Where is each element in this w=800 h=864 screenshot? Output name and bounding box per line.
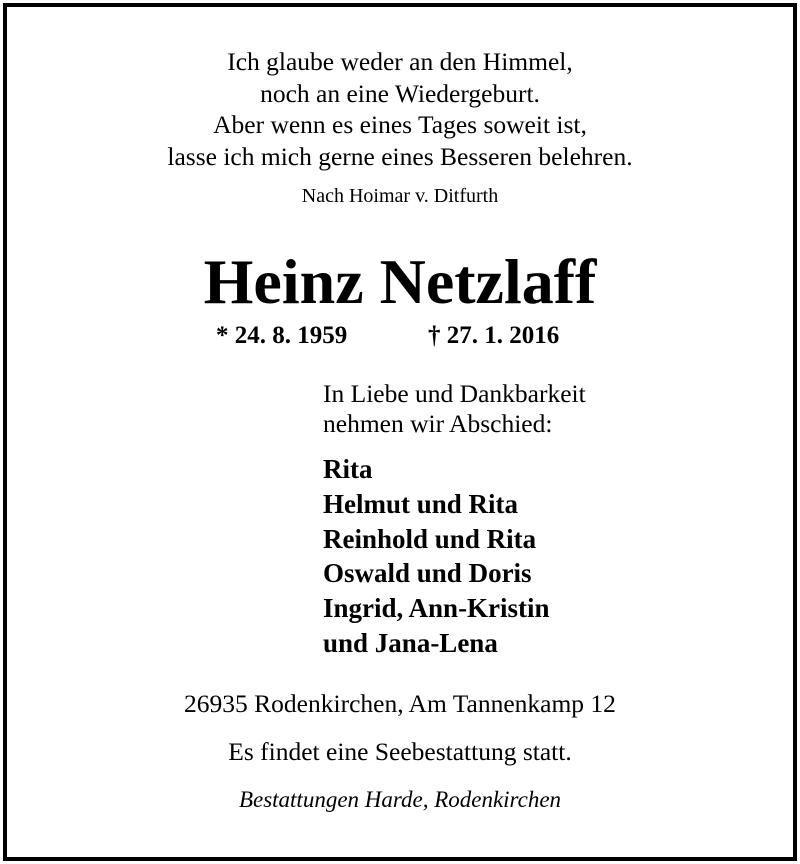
- quote-line: lasse ich mich gerne eines Besseren belehren.: [167, 141, 633, 171]
- farewell-intro-line: In Liebe und Dankbarkeit: [323, 379, 586, 408]
- quote-line: Aber wenn es eines Tages soweit ist,: [213, 110, 587, 139]
- mourner-name: Helmut und Rita: [323, 488, 519, 519]
- burial-note: Es findet eine Seebestattung statt.: [228, 737, 572, 766]
- undertaker: Bestattungen Harde, Rodenkirchen: [238, 787, 562, 812]
- birth-date: * 24. 8. 1959: [216, 322, 348, 349]
- deceased-name: Heinz Netzlaff: [203, 246, 597, 317]
- mourner-name: Reinhold und Rita: [323, 523, 537, 554]
- farewell-intro-line: nehmen wir Abschied:: [323, 409, 553, 438]
- quote-line: Ich glaube weder an den Himmel,: [227, 47, 573, 76]
- mourner-name: Rita: [323, 454, 373, 484]
- mourners-list: [323, 452, 550, 661]
- address: 26935 Rodenkirchen, Am Tannenkamp 12: [184, 689, 616, 718]
- mourner-name: Ingrid, Ann-Kristin: [323, 593, 550, 624]
- farewell-intro: [323, 379, 586, 439]
- quote-attribution: Nach Hoimar v. Ditfurth: [301, 185, 499, 207]
- mourner-name: Oswald und Doris: [323, 558, 532, 589]
- death-date: † 27. 1. 2016: [428, 322, 560, 349]
- quote-line: noch an eine Wiedergeburt.: [260, 78, 540, 108]
- mourner-name: und Jana-Lena: [323, 627, 498, 658]
- quote-block: [0, 46, 800, 172]
